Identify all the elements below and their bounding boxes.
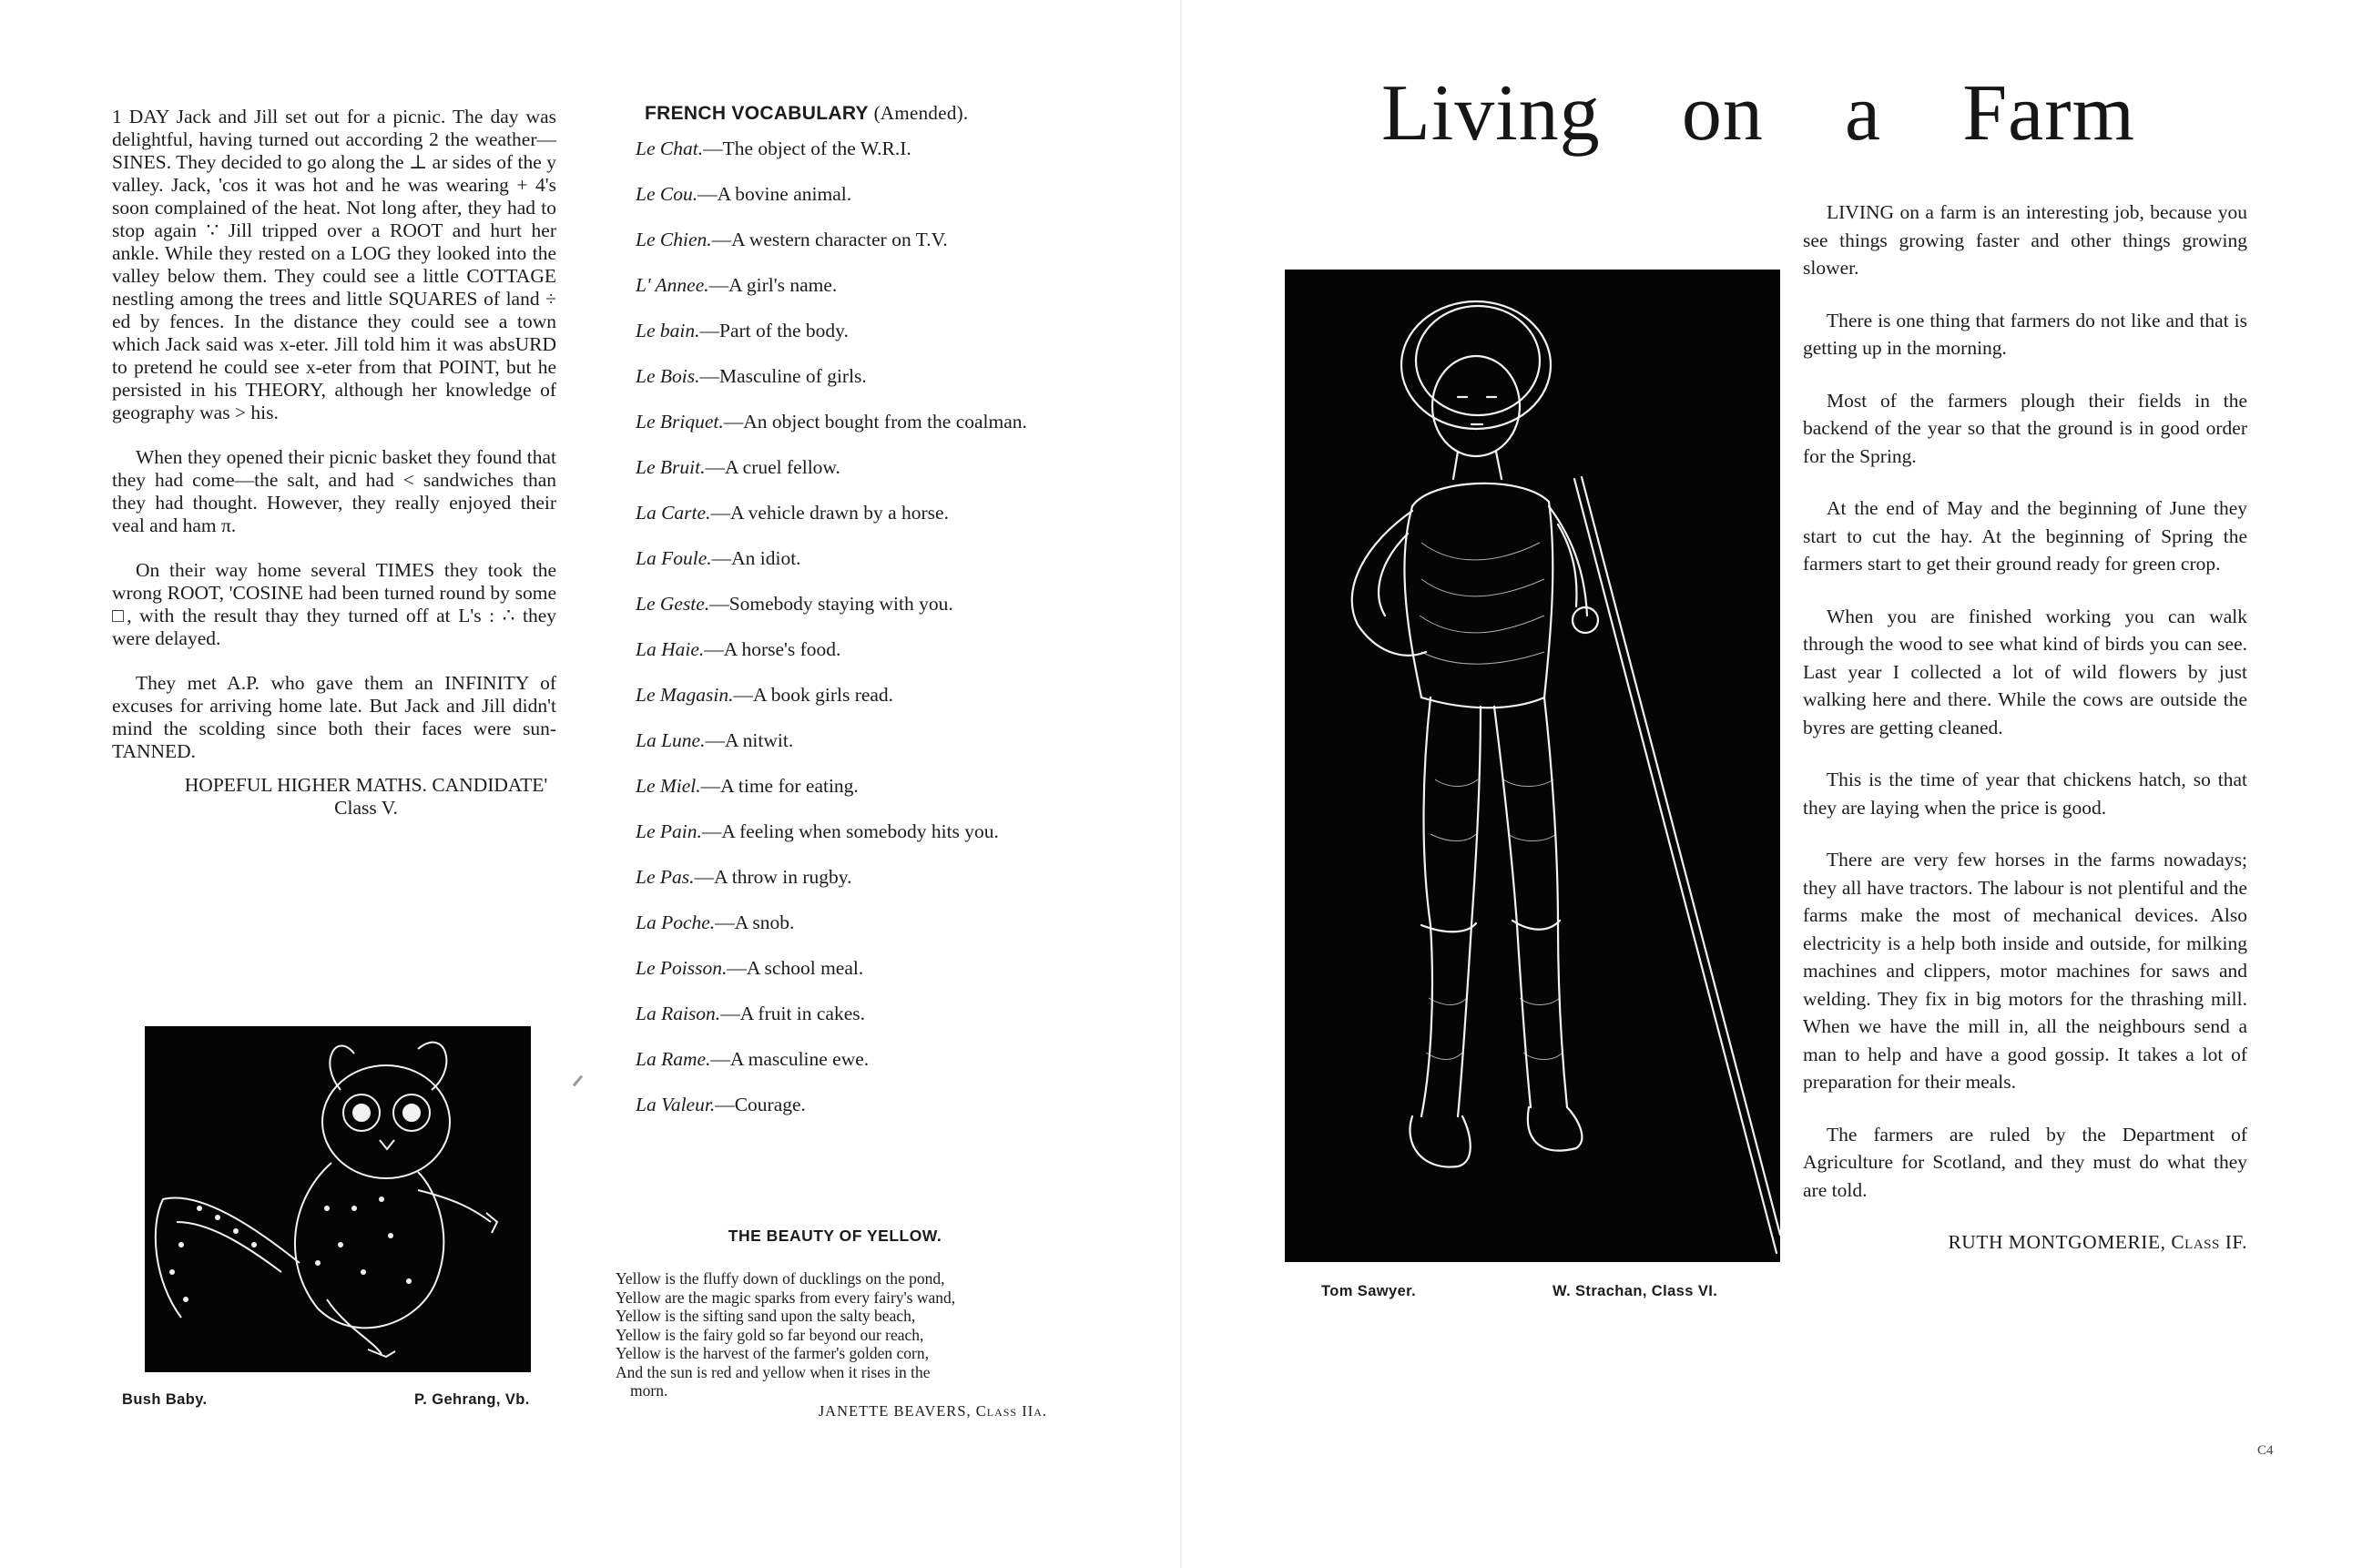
vocab-definition: —A time for eating.: [700, 775, 859, 797]
vocab-entry: [612, 365, 1058, 388]
vocab-entry: [612, 866, 1058, 889]
vocab-definition: —A bovine animal.: [697, 183, 852, 205]
vocab-entry: [612, 775, 1058, 798]
story-signature: HOPEFUL HIGHER MATHS. CANDIDATE': [184, 774, 548, 796]
vocab-entry: [612, 638, 1058, 661]
vocab-term: La Valeur.: [636, 1094, 716, 1115]
farm-paragraph: There are very few horses in the farms nowadays; they all have tractors. The labour is not plentiful and the farms make the most of mechanical devices. Also electricity is a help both inside and outside, for milking machines and clippers, motor machines for saws and welding. They fix in big motors for the thrashing mill. When we have the mill in, all the neighbours send a man to help and have a good gossip. It takes a lot of preparation for their meals.: [1803, 849, 2247, 1093]
page-gutter: [1180, 0, 1182, 1568]
vocab-term: La Carte.: [636, 502, 711, 524]
vocab-definition: —A book girls read.: [733, 684, 894, 706]
yellow-credit: JANETTE BEAVERS, Class IIa.: [818, 1401, 1047, 1420]
vocab-definition: —A nitwit.: [705, 729, 794, 751]
vocab-definition: —An object bought from the coalman.: [723, 411, 1027, 433]
vocab-definition: —Courage.: [715, 1094, 806, 1115]
vocab-term: La Poche.: [636, 911, 716, 933]
vocab-definition: —A fruit in cakes.: [720, 1003, 866, 1024]
story-paragraph-4: They met A.P. who gave them an INFINITY of excuses for arriving home late. But Jack and Jill didn't mind the scolding since both their faces were sun-TANNED.: [112, 672, 556, 762]
vocab-term: Le Bois.: [636, 365, 700, 387]
vocab-definition: —A cruel fellow.: [705, 456, 840, 478]
page-number: C4: [2257, 1443, 2274, 1458]
vocab-definition: —Somebody staying with you.: [709, 593, 953, 615]
vocab-entry: [612, 320, 1058, 342]
bush-baby-drawing: [145, 1026, 531, 1372]
tom-sawyer-artist: W. Strachan, Class VI.: [1553, 1283, 1718, 1299]
poem-line: And the sun is red and yellow when it rises in the: [616, 1362, 931, 1381]
vocab-definition: —A throw in rugby.: [694, 866, 852, 888]
vocab-entry: [612, 502, 1058, 524]
vocab-term: Le bain.: [636, 320, 700, 341]
poem-line: morn.: [630, 1381, 668, 1400]
poem-line: Yellow is the fluffy down of ducklings on the pond,: [616, 1269, 945, 1288]
vocab-list: [612, 137, 1058, 1116]
bush-baby-illustration: [145, 1026, 531, 1372]
vocab-definition: —A school meal.: [727, 957, 864, 979]
vocab-definition: —A snob.: [715, 911, 795, 933]
vocab-definition: —Part of the body.: [699, 320, 849, 341]
story-paragraph-3: On their way home several TIMES they took the wrong ROOT, 'COSINE had been turned round by some □, with the result thay they turned off at L's : ∴ they were delayed.: [112, 559, 556, 649]
vocab-term: Le Magasin.: [636, 684, 734, 706]
picnic-story: [112, 106, 556, 820]
vocab-definition: —Masculine of girls.: [699, 365, 867, 387]
bush-baby-artist: P. Gehrang, Vb.: [414, 1391, 530, 1408]
title-word: Farm: [1962, 69, 2135, 158]
vocab-term: Le Poisson.: [636, 957, 728, 979]
vocab-entry: [612, 229, 1058, 251]
vocab-term: La Foule.: [636, 547, 712, 569]
vocab-entry: [612, 274, 1058, 297]
vocab-term: Le Cou.: [636, 183, 698, 205]
poem-line: Yellow are the magic sparks from every fairy's wand,: [616, 1288, 956, 1307]
vocab-term: Le Chien.: [636, 229, 712, 250]
vocab-entry: [612, 820, 1058, 843]
farm-paragraph: At the end of May and the beginning of June they start to cut the hay. At the beginning of Spring the farmers start to get their ground ready for green crop.: [1803, 497, 2247, 575]
farm-paragraph: LIVING on a farm is an interesting job, because you see things growing faster and other things growing slower.: [1803, 201, 2247, 279]
vocab-definition: —A vehicle drawn by a horse.: [710, 502, 949, 524]
vocab-term: L' Annee.: [636, 274, 709, 296]
farm-signature: RUTH MONTGOMERIE, Class IF.: [1948, 1231, 2247, 1253]
title-word: Living: [1381, 69, 1601, 158]
beauty-of-yellow: [612, 1227, 1058, 1420]
farm-paragraph: The farmers are ruled by the Department of Agriculture for Scotland, and they must do what they are told.: [1803, 1123, 2247, 1201]
vocab-entry: [612, 729, 1058, 752]
vocab-heading-note: (Amended).: [873, 102, 969, 124]
vocab-definition: —A feeling when somebody hits you.: [701, 820, 999, 842]
vocab-term: Le Bruit.: [636, 456, 706, 478]
vocab-definition: —A masculine ewe.: [710, 1048, 870, 1070]
farm-paragraph: This is the time of year that chickens hatch, so that they are laying when the price is good.: [1803, 769, 2247, 819]
yellow-heading: THE BEAUTY OF YELLOW.: [728, 1227, 942, 1245]
vocab-entry: [612, 183, 1058, 206]
tom-sawyer-drawing: [1285, 270, 1780, 1262]
farm-paragraph: There is one thing that farmers do not like and that is getting up in the morning.: [1803, 309, 2247, 359]
poem-line: Yellow is the fairy gold so far beyond our reach,: [616, 1325, 924, 1344]
vocab-term: Le Pain.: [636, 820, 702, 842]
vocab-term: La Rame.: [636, 1048, 711, 1070]
story-paragraph-1: 1 DAY Jack and Jill set out for a picnic. The day was delightful, having turned out according 2 the weather—SINES. They decided to go along the ⊥ ar sides of the y valley. Jack, 'cos it was hot and he was wearing + 4's soon complained of the heat. Not long after, they had to stop again ∵ Jill tripped over a ROOT and hurt her ankle. While they rested on a LOG they looked into the valley below them. They could see a little COTTAGE nestling among the trees and little SQUARES of land ÷ ed by fences. In the distance they could see a town which Jack said was x-eter. Jill told him it was absURD to pretend he could see x-eter from that POINT, but he persisted in his THEORY, although her knowledge of geography was > his.: [112, 106, 556, 423]
vocab-entry: [612, 957, 1058, 980]
tom-sawyer-illustration: [1285, 270, 1780, 1262]
vocab-entry: [612, 684, 1058, 707]
vocab-entry: [612, 1094, 1058, 1116]
poem-line: Yellow is the harvest of the farmer's golden corn,: [616, 1344, 930, 1362]
title-word: a: [1845, 69, 1882, 158]
title-word: on: [1681, 69, 1764, 158]
story-class: Class V.: [334, 797, 398, 819]
vocab-entry: [612, 593, 1058, 616]
farm-paragraphs: [1803, 199, 2247, 1204]
vocab-term: La Raison.: [636, 1003, 721, 1024]
vocab-heading: [645, 102, 1058, 125]
story-paragraph-2: When they opened their picnic basket they found that they had come—the salt, and had < sandwiches than they had thought. However, they really enjoyed their veal and ham π.: [112, 446, 556, 536]
vocab-entry: [612, 547, 1058, 570]
vocab-definition: —A western character on T.V.: [711, 229, 948, 250]
farm-paragraph: Most of the farmers plough their fields in the backend of the year so that the ground is in good order for the Spring.: [1803, 389, 2247, 467]
page-title: [1381, 64, 2135, 164]
vocab-term: Le Miel.: [636, 775, 701, 797]
poem-line: Yellow is the sifting sand upon the salty beach,: [616, 1307, 916, 1325]
vocab-term: Le Pas.: [636, 866, 695, 888]
vocab-heading-text: FRENCH VOCABULARY: [645, 103, 869, 124]
farm-paragraph: When you are finished working you can walk through the wood to see what kind of birds you can see. Last year I collected a lot of wild flowers by just walking here and there. While the cows are outside the byres are getting cleaned.: [1803, 605, 2247, 738]
vocab-definition: —An idiot.: [711, 547, 801, 569]
vocab-term: Le Geste.: [636, 593, 710, 615]
vocab-entry: [612, 411, 1058, 433]
vocab-definition: —The object of the W.R.I.: [703, 137, 911, 159]
vocab-term: Le Chat.: [636, 137, 704, 159]
vocab-definition: —A horse's food.: [704, 638, 841, 660]
vocab-entry: [612, 1003, 1058, 1025]
vocab-entry: [612, 137, 1058, 160]
vocab-definition: —A girl's name.: [708, 274, 838, 296]
vocab-term: La Haie.: [636, 638, 705, 660]
yellow-poem: [612, 1269, 1058, 1400]
bush-baby-caption: Bush Baby.: [122, 1391, 208, 1408]
vocab-entry: [612, 1048, 1058, 1071]
vocab-entry: [612, 456, 1058, 479]
vocab-term: La Lune.: [636, 729, 706, 751]
living-on-a-farm-article: [1803, 199, 2247, 1276]
tom-sawyer-caption: Tom Sawyer.: [1321, 1283, 1417, 1299]
french-vocabulary: [612, 102, 1058, 1139]
vocab-term: Le Briquet.: [636, 411, 724, 433]
vocab-entry: [612, 911, 1058, 934]
